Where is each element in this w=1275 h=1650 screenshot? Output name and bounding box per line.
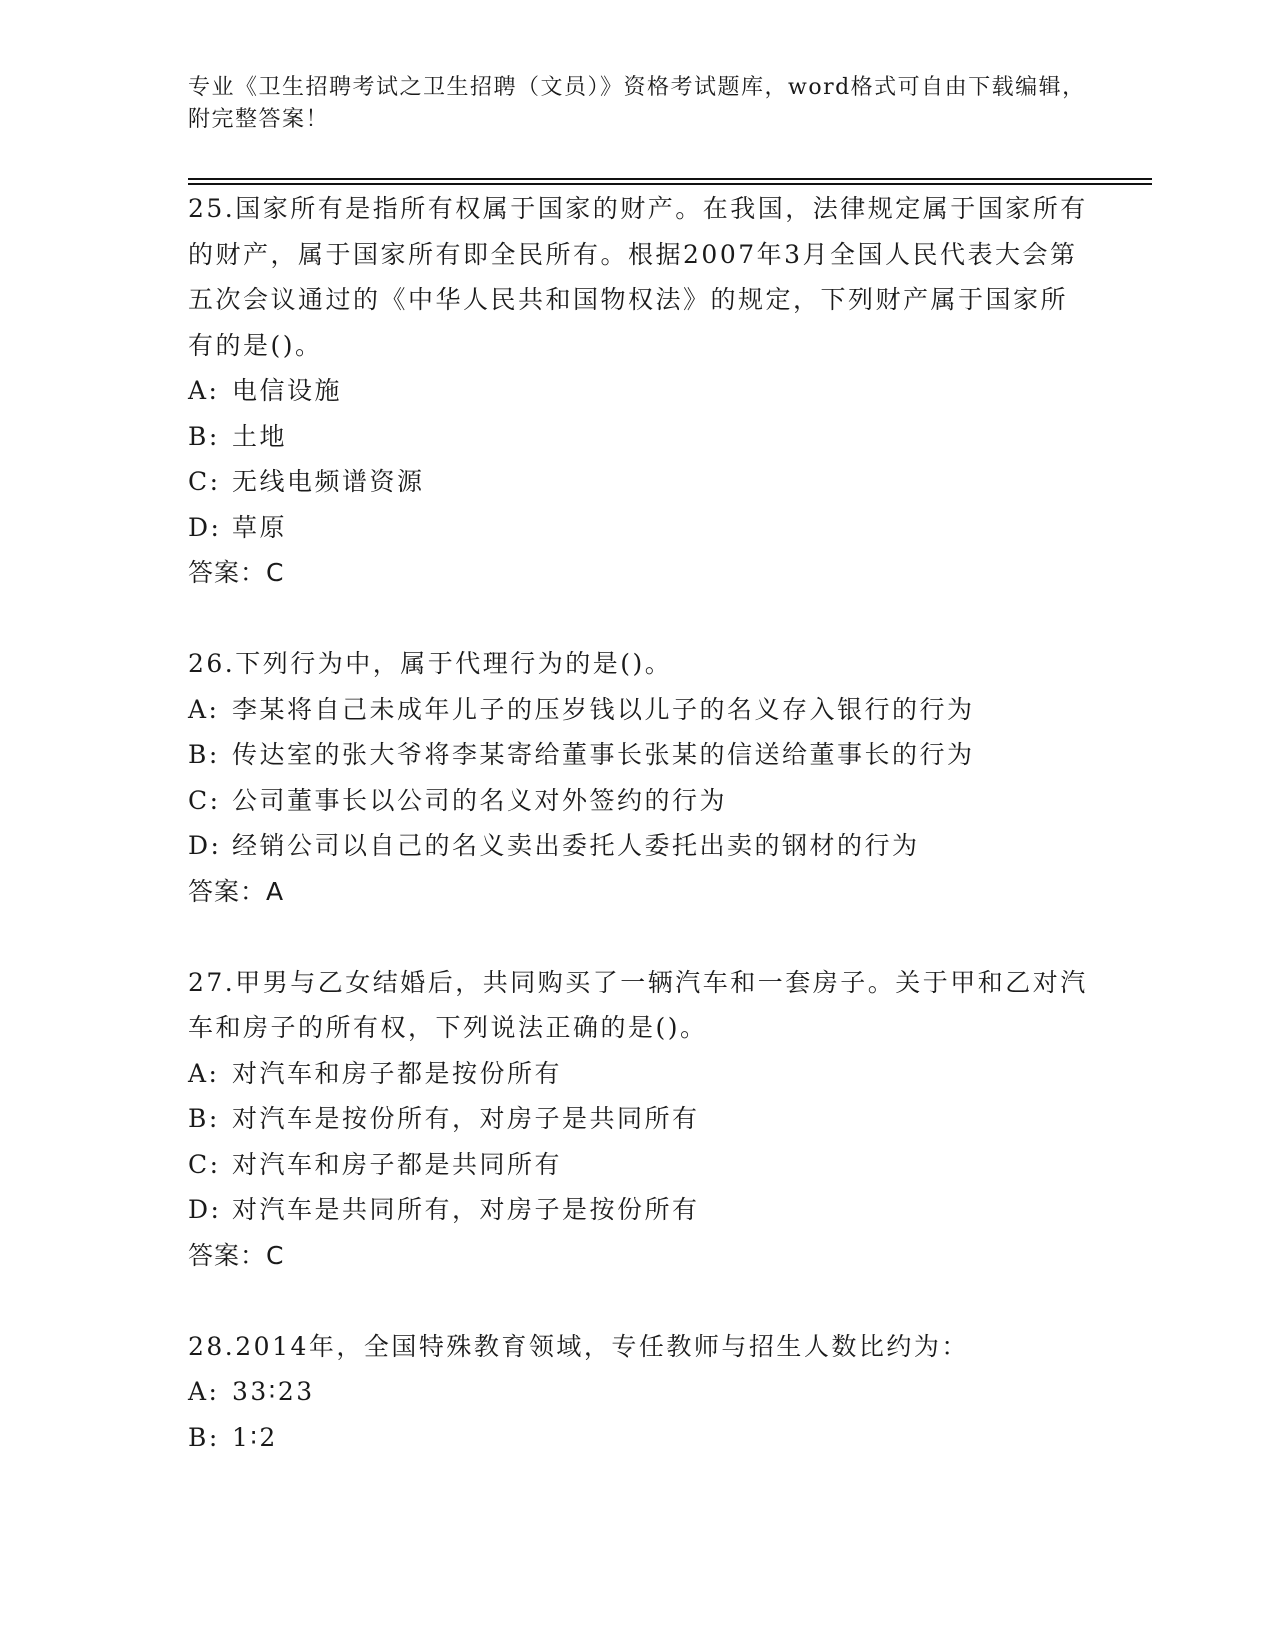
option-text: 对汽车是共同所有，对房子是按份所有 — [232, 1195, 700, 1224]
option-key: C: — [188, 467, 221, 496]
option-text: 无线电频谱资源 — [232, 467, 425, 496]
question-number: 27. — [188, 967, 236, 997]
option-d — [188, 1187, 1088, 1233]
question-28 — [188, 1324, 1088, 1461]
document-header: 专业《卫生招聘考试之卫生招聘（文员）》资格考试题库，word格式可自由下载编辑，附完整答案！ — [188, 75, 1086, 132]
option-text: 经销公司以自己的名义卖出委托人委托出卖的钢材的行为 — [232, 831, 920, 860]
option-key: B: — [188, 1104, 220, 1133]
option-text: 传达室的张大爷将李某寄给董事长张某的信送给董事长的行为 — [232, 740, 975, 769]
option-key: A: — [188, 694, 220, 724]
option-key: D: — [188, 512, 222, 542]
option-key: B: — [188, 421, 220, 451]
header-rule-bottom — [188, 183, 1152, 185]
question-25 — [188, 186, 1088, 596]
question-text — [188, 186, 1088, 368]
answer-line: 答案：A — [188, 876, 285, 906]
option-key: A: — [188, 376, 220, 405]
option-c — [188, 459, 1088, 505]
question-list — [188, 186, 1088, 1460]
spacer — [188, 1278, 1088, 1324]
option-key: B: — [188, 1422, 220, 1452]
question-27 — [188, 960, 1088, 1279]
option-key: A: — [188, 1377, 220, 1406]
option-d — [188, 823, 1088, 869]
option-text: 对汽车是按份所有，对房子是共同所有 — [232, 1104, 700, 1133]
option-b — [188, 414, 1088, 460]
question-body: 2014年，全国特殊教育领域，专任教师与招生人数比约为： — [235, 1331, 969, 1361]
question-number: 25. — [188, 194, 236, 223]
option-c — [188, 778, 1088, 824]
question-body: 国家所有是指所有权属于国家的财产。在我国，法律规定属于国家所有的财产，属于国家所有即全民所有。根据2007年3月全国人民代表大会第五次会议通过的《中华人民共和国物权法》的规定，下列财产属于国家所有的是()。 — [188, 194, 1088, 360]
option-b — [188, 1415, 1088, 1461]
question-text — [188, 1324, 1088, 1370]
option-key: C: — [188, 785, 221, 815]
option-key: A: — [188, 1058, 220, 1088]
option-text: 土地 — [232, 421, 288, 451]
option-a — [188, 1369, 1088, 1415]
spacer — [188, 596, 1088, 642]
option-key: B: — [188, 740, 220, 769]
option-text: 对汽车和房子都是共同所有 — [232, 1149, 563, 1179]
option-key: D: — [188, 1195, 222, 1224]
header-rule-top — [188, 178, 1152, 180]
option-b — [188, 1096, 1088, 1142]
question-body: 甲男与乙女结婚后，共同购买了一辆汽车和一套房子。关于甲和乙对汽车和房子的所有权，下列说法正确的是()。 — [188, 967, 1088, 1042]
question-body: 下列行为中，属于代理行为的是()。 — [235, 649, 673, 678]
option-text: 电信设施 — [232, 376, 343, 405]
option-a — [188, 1051, 1088, 1097]
question-number: 28. — [188, 1331, 236, 1361]
option-key: C: — [188, 1149, 221, 1179]
question-text — [188, 960, 1088, 1051]
option-c — [188, 1142, 1088, 1188]
option-text: 对汽车和房子都是按份所有 — [232, 1058, 563, 1088]
question-26 — [188, 641, 1088, 914]
option-key: D: — [188, 831, 222, 860]
option-a — [188, 687, 1088, 733]
option-text: 公司董事长以公司的名义对外签约的行为 — [232, 785, 728, 815]
answer-line: 答案：C — [188, 558, 285, 587]
option-text: 1∶2 — [232, 1422, 278, 1452]
option-a — [188, 368, 1088, 414]
option-text: 草原 — [232, 512, 288, 542]
option-d — [188, 505, 1088, 551]
spacer — [188, 914, 1088, 960]
question-text — [188, 641, 1088, 687]
option-text: 33∶23 — [232, 1377, 315, 1406]
option-b — [188, 732, 1088, 778]
option-text: 李某将自己未成年儿子的压岁钱以儿子的名义存入银行的行为 — [232, 694, 975, 724]
question-number: 26. — [188, 649, 236, 678]
answer-line: 答案：C — [188, 1240, 285, 1270]
